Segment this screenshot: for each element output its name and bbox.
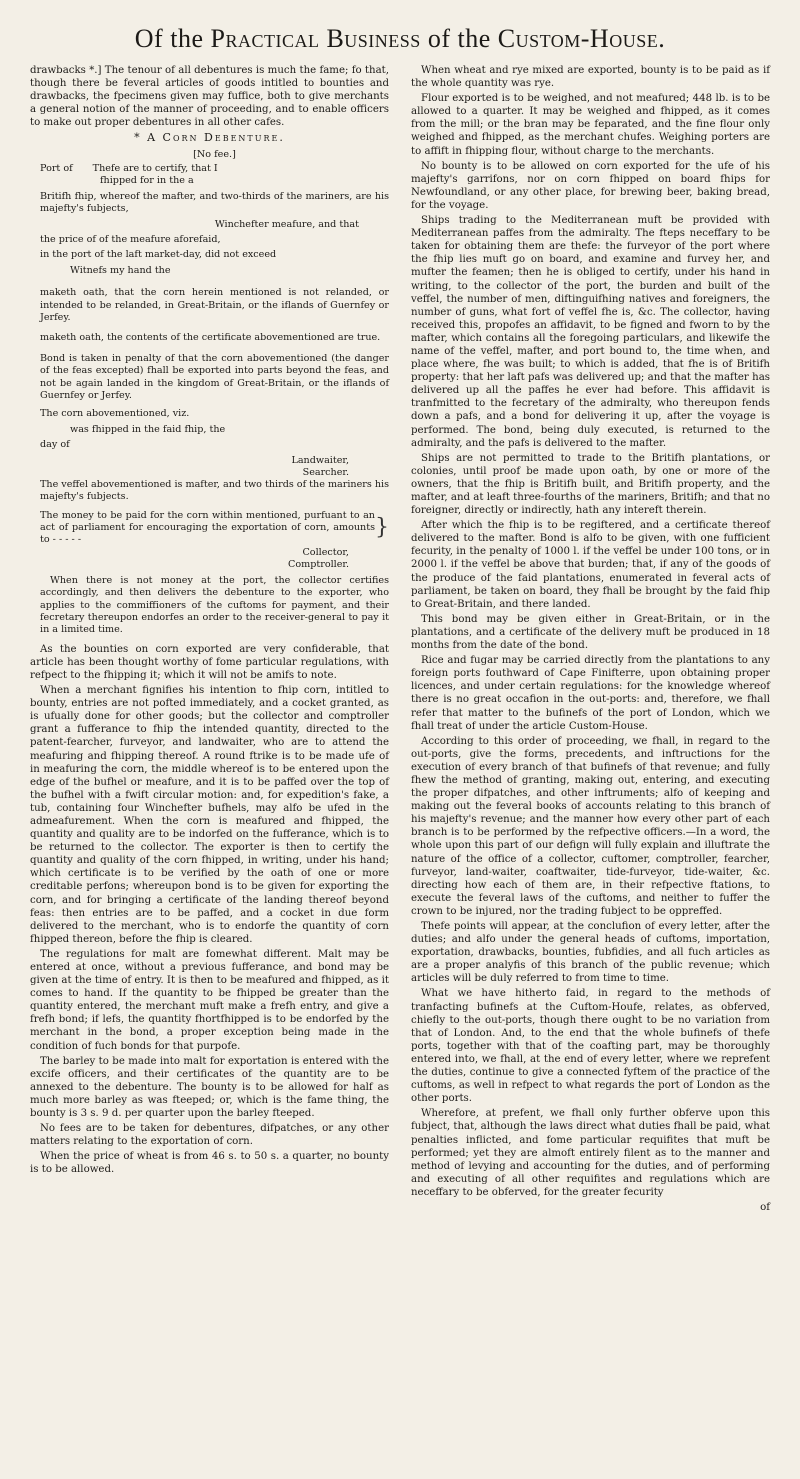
form-line: The veffel abovementioned is mafter, and two thirds of the mariners his majefty's fubjects. <box>40 478 390 503</box>
running-header <box>30 24 770 54</box>
paragraph: What we have hitherto faid, in regard to the methods of tranfacting bufinefs at the Cuftom-Houfe, relates, as obferved, chiefly to the out-ports, though there ought to be no variation from that of London. And, to the end that the whole bufinefs of thefe ports, together with that of the coafting part, may be thoroughly entered into, we fhall, at the end of every letter, where we reprefent the duties, continue to give a connected fyftem of the practice of the cuftoms, as well in refpect to what regards the port of London as the other ports. <box>411 988 770 1105</box>
left-column <box>30 64 389 1214</box>
paragraph: According to this order of proceeding, we fhall, in regard to the out-ports, give the forms, precedents, and inftructions for the execution of every branch of that bufinefs of that revenue; and fully fhew the method of granting, making out, entering, and executing the proper difpatches, and other inftruments; alfo of keeping and making out the feveral books of accounts relating to this branch of his majefty's revenue; and the manner how every other part of each branch is to be performed by the refpective officers.—In a word, the whole upon this part of our defign will fully explain and illuftrate the nature of the office of a collector, cuftomer, comptroller, fearcher, furveyor, land-waiter, coaftwaiter, tide-furveyor, tide-waiter, &c. directing how each of them are, in their refpective ftations, to execute the feveral laws of the cuftoms, and neither to fuffer the crown to be injured, nor the trading fubject to be oppreffed. <box>411 735 770 917</box>
paragraph: drawbacks *.] The tenour of all debentures is much the fame; fo that, though there be feveral articles of goods intitled to bounties and drawbacks, the fpecimens given may fuffice, both to give merchants a general notion of the manner of proceeding, and to enable officers to make out proper debentures in all other cafes. <box>30 65 389 129</box>
catchword: of <box>760 1201 770 1213</box>
form-title: * A Corn Debenture. <box>134 131 285 145</box>
form-port: Port of <box>40 162 73 174</box>
form-landwaiter: Landwaiter, <box>291 454 349 466</box>
form-signatures <box>40 455 389 479</box>
form-comptroller: Comptroller. <box>288 558 349 570</box>
form-certify: Thefe are to certify, that I <box>92 162 218 174</box>
form-searcher: Searcher. <box>302 466 349 478</box>
right-column <box>411 64 770 1214</box>
paragraph: Wherefore, at prefent, we fhall only further obferve upon this fubject, that, although the laws direct what duties fhall be paid, what penalties inflicted, and fome particular requifites that muft be performed; yet they are almoft entirely filent as to the manner and method of levying and accounting for the duties, and of performing and executing of all other requifites and regulations which are neceffary to be obferved, for the greater fecurity <box>411 1108 770 1198</box>
brace-glyph: } <box>375 514 389 540</box>
form-line: maketh oath, that the corn herein mentioned is not relanded, or intended to be relanded, in Great-Britain, or the iflands of Guernfey or Jerfey. <box>40 287 389 324</box>
form-money-row <box>40 510 389 547</box>
form-line: Winchefter meafure, and that <box>214 218 359 230</box>
paragraph: When the price of wheat is from 46 s. to 50 s. a quarter, no bounty is to be allowed. <box>30 1151 389 1176</box>
form-line: maketh oath, the contents of the certificate abovementioned are true. <box>40 332 381 344</box>
paragraph: No bounty is to be allowed on corn exported for the ufe of his majefty's garrifons, nor on corn fhipped on board fhips for Newfoundland, or any other place, for brewing beer, baking bread, for the voyage. <box>411 160 770 211</box>
form-fee: [No fee.] <box>193 148 236 160</box>
paragraph: After which the fhip is to be regiftered, and a certificate thereof delivered to the mafter. Bond is alfo to be given, with one fufficient fecurity, in the penalty of 1000 l. if the veffel be under 100 tons, or in 2000 l. if the veffel be above that burden; that, if any of the goods of the produce of the faid plantations, enumerated in feveral acts of parliament, be taken on board, they fhall be brought by the faid fhip to Great-Britain, and there landed. <box>411 520 770 610</box>
form-line: day of <box>40 439 70 451</box>
header-custom: Custom-House. <box>497 24 666 53</box>
form-line: in the port of the laft market-day, did not exceed <box>40 249 277 261</box>
paragraph: As the bounties on corn exported are very confiderable, that article has been thought worthy of fome particular regulations, with refpect to the fhipping it; which it will not be amifs to note. <box>30 643 389 681</box>
paragraph: Ships are not permitted to trade to the Britifh plantations, or colonies, until proof be made upon oath, by one or more of the owners, that the fhip is Britifh built, and Britifh property, and the mafter, and at leaft three-fourths of the mariners, Britifh; and that no foreigner, directly or indirectly, hath any intereft therein. <box>411 452 770 517</box>
form-officers <box>40 547 389 571</box>
form-line: Bond is taken in penalty of that the corn abovementioned (the danger of the feas excepted) fhall be exported into parts beyond the feas, and not be again landed in the kingdom of Great-Britain, or the iflands of Guernfey or Jerfey. <box>40 352 389 402</box>
paragraph: No fees are to be taken for debentures, difpatches, or any other matters relating to the exportation of corn. <box>30 1123 389 1148</box>
form-line: the price of of the meafure aforefaid, <box>40 234 221 245</box>
form-note: When there is not money at the port, the collector certifies accordingly, and then delivers the debenture to the exporter, who applies to the commiffioners of the cuftoms for payment, and their fecretary thereupon endorfes an order to the receiver-general to pay it in a limited time. <box>40 574 389 636</box>
paragraph: Flour exported is to be weighed, and not meafured; 448 lb. is to be allowed to a quarter. It may be weighed and fhipped, as it comes from the mill; or the bran may be feparated, and the fine flour only weighed and fhipped, as the merchant chufes. Weighing porters are to affift in fhipping flour, without charge to the merchants. <box>411 93 770 157</box>
form-line: fhipped for in the a <box>100 175 194 187</box>
form-line: Britifh fhip, whereof the mafter, and two-thirds of the mariners, are his majefty's fubjects, <box>40 190 389 215</box>
header-text: of the <box>420 24 498 53</box>
form-row <box>40 163 389 175</box>
paragraph: Ships trading to the Mediterranean muft be provided with Mediterranean paffes from the admiralty. The fteps neceffary to be taken for obtaining them are thefe: the furveyor of the port where the fhip lies muft go on board, and examine and furvey her, and mufter the feamen; then he is obliged to certify, under his hand in writing, to the collector of the port, the burden and built of the veffel, the number of men, diftinguifhing natives and foreigners, the number of guns, what fort of veffel fhe is, &c. The collector, having received this, propofes an affidavit, to be figned and fworn to by the mafter, which contains all the foregoing particulars, and likewife the name of the veffel, mafter, and port bound to, the time when, and place where, fhe was built; to which is added, that fhe is of Britifh property: that her laft pafs was delivered up; and that the mafter has delivered up all the paffes he ever had before. This affidavit is tranfmitted to the fecretary of the admiralty, who thereupon fends down a pafs, and a bond for delivering it up, after the voyage is performed. The bond, being duly executed, is returned to the admiralty, and the pafs is delivered to the mafter. <box>411 215 770 449</box>
paragraph: The barley to be made into malt for exportation is entered with the excife officers, and their certificates of the quantity are to be annexed to the debenture. The bounty is to be allowed for half as much more barley as was fteeped; or, which is the fame thing, the bounty is 3 s. 9 d. per quarter upon the barley fteeped. <box>30 1055 389 1120</box>
two-columns <box>30 64 770 1214</box>
header-practical: Practical Business <box>210 24 421 53</box>
paragraph: This bond may be given either in Great-Britain, or in the plantations, and a certificate of the delivery muft be produced in 18 months from the date of the bond. <box>411 613 770 652</box>
corn-debenture-form <box>40 149 389 637</box>
form-line: was fhipped in the faid fhip, the <box>70 423 226 435</box>
paragraph: When wheat and rye mixed are exported, bounty is to be paid as if the whole quantity was rye. <box>411 65 770 90</box>
paragraph: When a merchant fignifies his intention to fhip corn, intitled to bounty, entries are not pofted immediately, and a cocket granted, as is ufually done for other goods; but the collector and comptroller grant a fufferance to fhip the intended quantity, directed to the patent-fearcher, furveyor, and landwaiter, who are to attend the meafuring and fhipping thereof. A round ftrike is to be made ufe of in meafuring the corn, the middle whereof is to be entered upon the edge of the bufhel or meafure, and it is to be paffed over the top of the bufhel with a fwift circular motion: and, for expedition's fake, a tub, containing four Winchefter bufhels, may alfo be ufed in the admeafurement. When the corn is meafured and fhipped, the quantity and quality are to be indorfed on the fufferance, which is to be returned to the collector. The exporter is then to certify the quantity and quality of the corn fhipped, in writing, under his hand; which certificate is to be verified by the oath of one or more creditable perfons; whereupon bond is to be given for exporting the corn, and for bringing a certificate of the landing thereof beyond feas: then entries are to be paffed, and a cocket in due form delivered to the merchant, who is to endorfe the quantity of corn fhipped thereon, before the fhip is cleared. <box>30 685 389 945</box>
paragraph: The regulations for malt are fomewhat different. Malt may be entered at once, without a previous fufferance, and bond may be given at the time of entry. It is then to be meafured and fhipped, as it comes to hand. If the quantity to be fhipped be greater than the quantity entered, the merchant muft make a frefh entry, and give a frefh bond; if lefs, the quantity fhortfhipped is to be endorfed by the merchant in the bond, a proper exception being made in the condition of fuch bonds for that purpofe. <box>30 948 389 1052</box>
form-money: The money to be paid for the corn within mentioned, purfuant to an act of parliament for encouraging the exportation of corn, amounts to - - - - - <box>40 509 375 546</box>
form-line: The corn abovementioned, viz. <box>40 408 190 420</box>
header-text: Of the <box>134 24 211 53</box>
paragraph: Rice and fugar may be carried directly from the plantations to any foreign ports fouthward of Cape Finifterre, upon obtaining proper licences, and under certain regulations: for the knowledge whereof there is no great occafion in the out-ports: and, therefore, we fhall refer that matter to the bufinefs of the port of London, which we fhall treat of under the article Custom-House. <box>411 655 770 732</box>
paragraph: Thefe points will appear, at the conclufion of every letter, after the duties; and alfo under the general heads of cuftoms, importation, exportation, drawbacks, bounties, fubfidies, and all fuch articles as are a proper analyfis of this branch of the public revenue; which articles will be duly referred to from time to time. <box>411 921 770 985</box>
form-collector: Collector, <box>302 546 349 558</box>
form-line: Witnefs my hand the <box>70 264 171 276</box>
